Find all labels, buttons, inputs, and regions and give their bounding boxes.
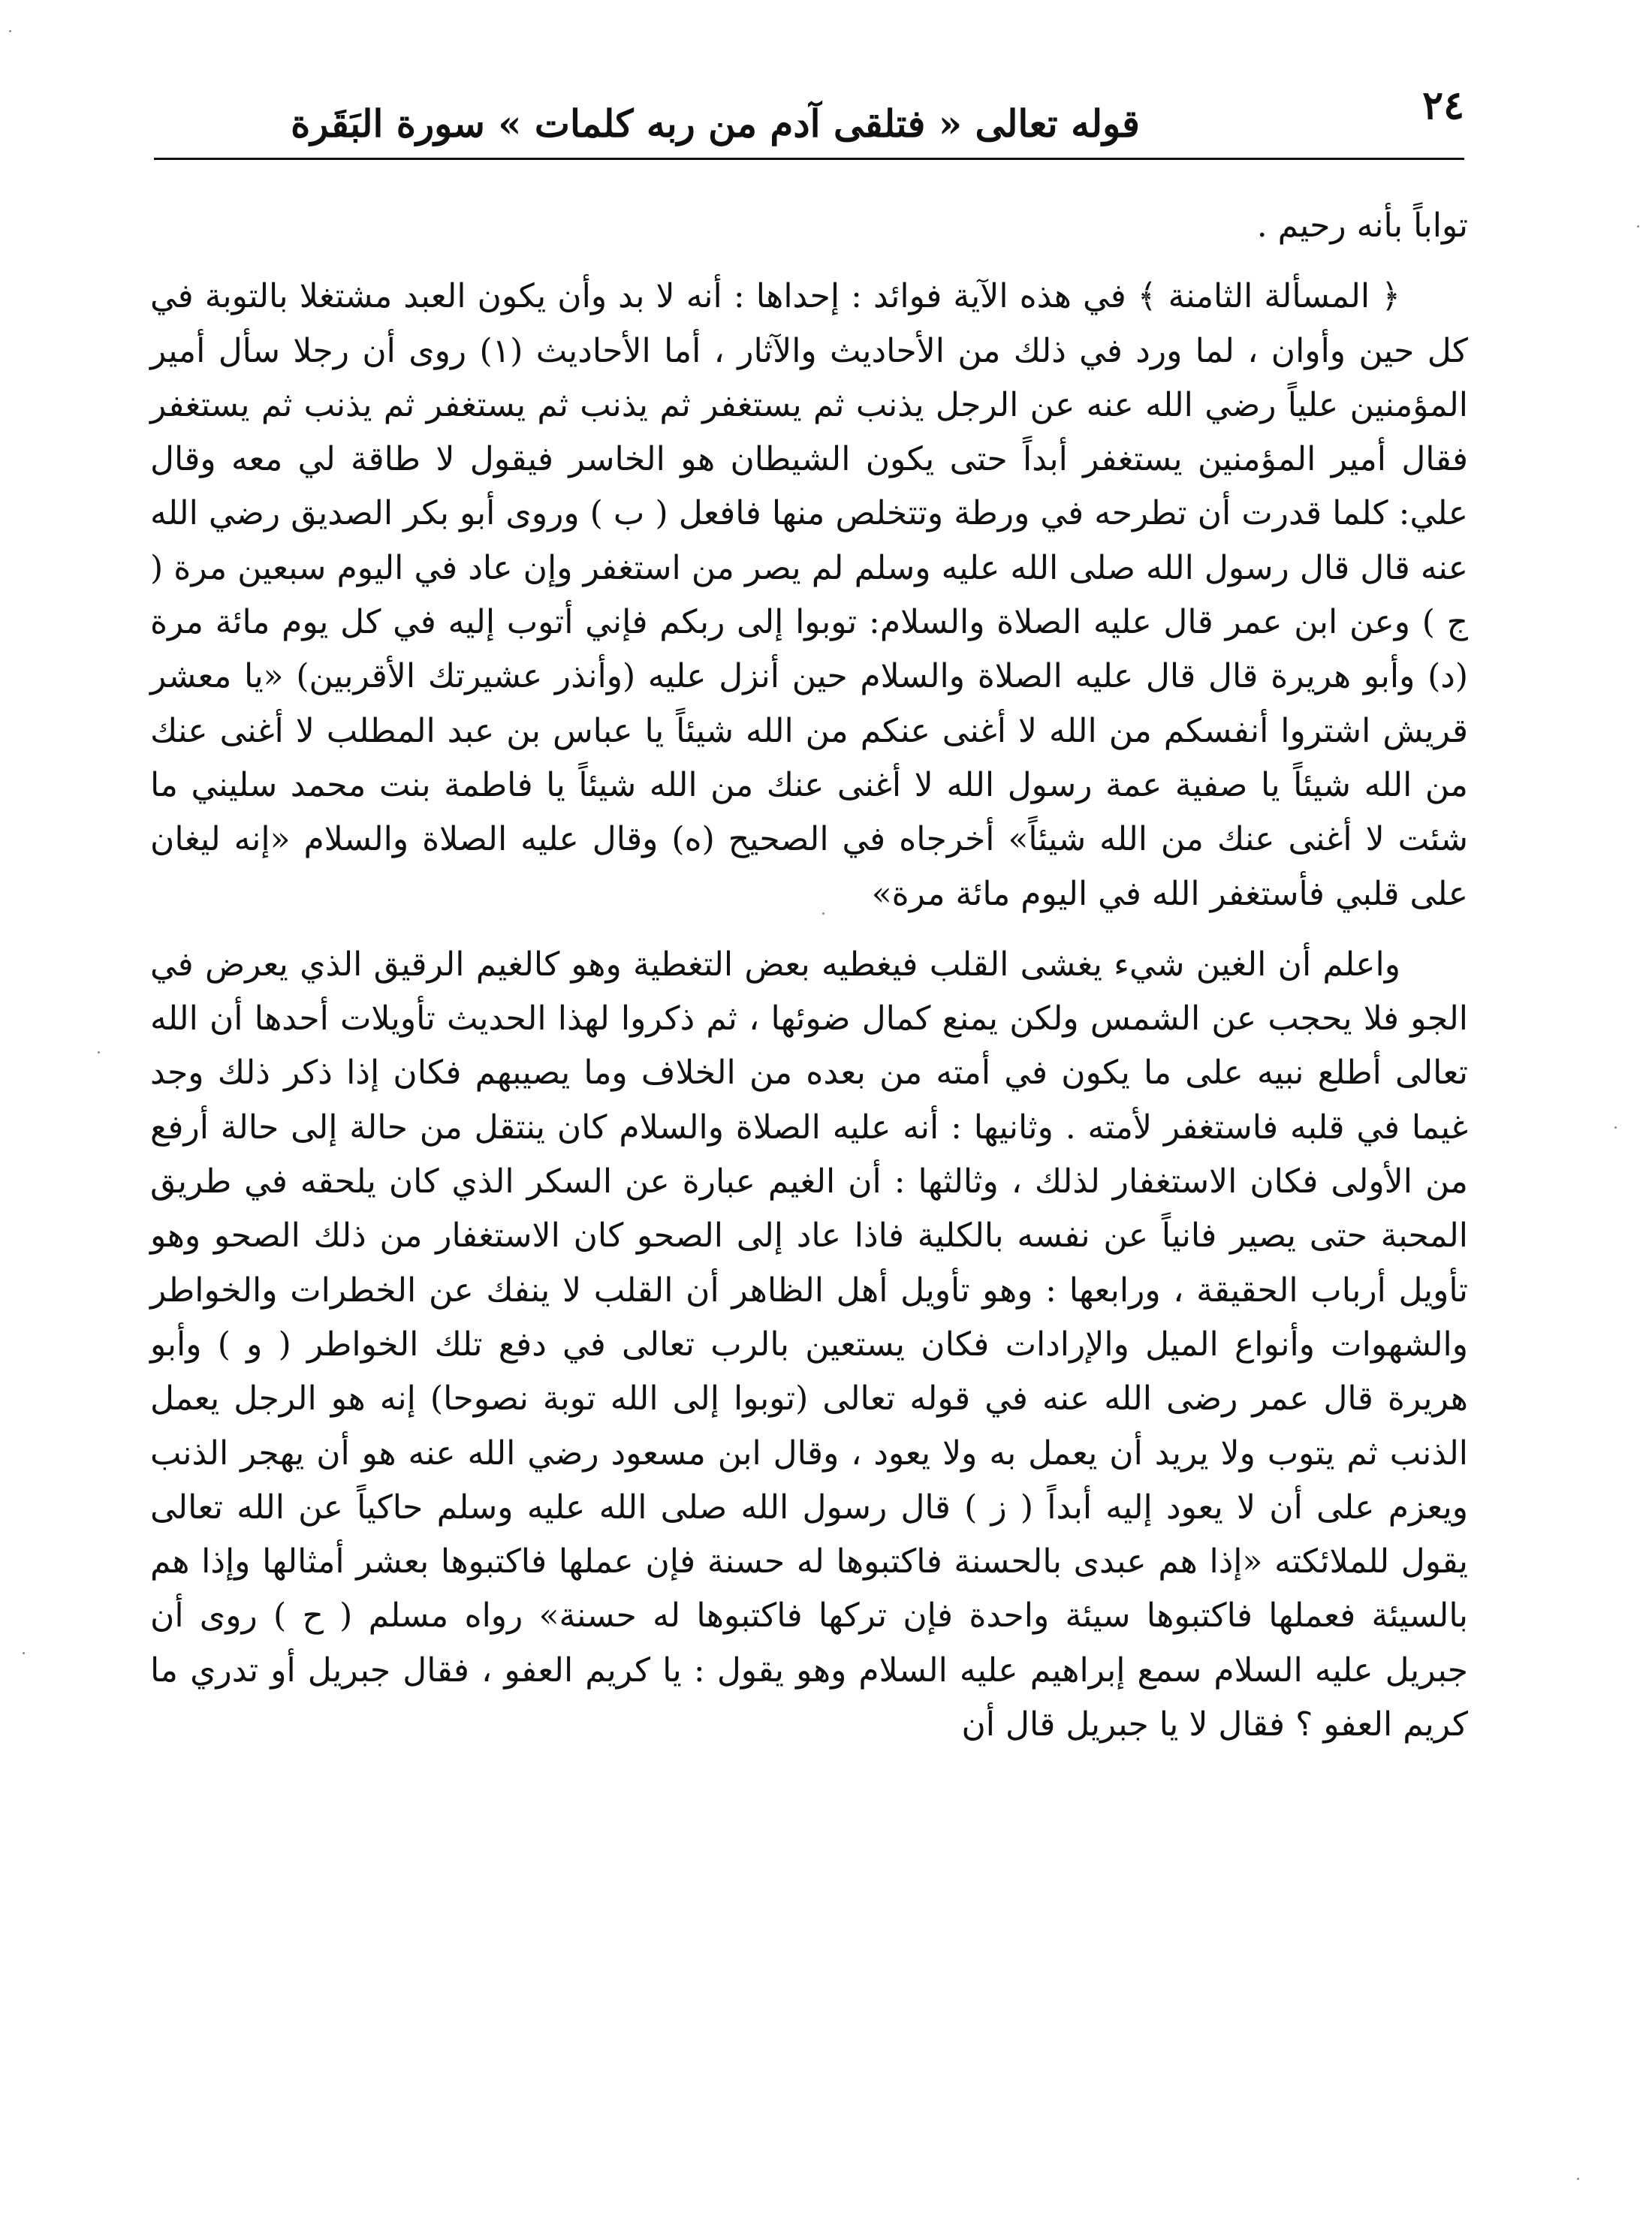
body-text (150, 199, 1468, 1752)
page-number: ٢٤ (1422, 83, 1464, 128)
paragraph-ghayn-explanation: واعلم أن الغين شيء يغشى القلب فيغطيه بعض التغطية وهو كالغيم الرقيق الذي يعرض في الجو فلا يحجب عن الشمس ولكن يمنع كمال ضوئها ، ثم ذكروا لهذا الحديث تأويلات أحدها أن الله تعالى أطلع نبيه على ما يكون في أمته من بعده من الخلاف وما يصيبهم فكان إذا ذكر ذلك وجد غيما في قلبه فاستغفر لأمته . وثانيها : أنه عليه الصلاة والسلام كان ينتقل من حالة إلى حالة أرفع من الأولى فكان الاستغفار لذلك ، وثالثها : أن الغيم عبارة عن السكر الذي كان يلحقه في طريق المحبة حتى يصير فانياً عن نفسه بالكلية فاذا عاد إلى الصحو كان الاستغفار من ذلك الصحو وهو تأويل أرباب الحقيقة ، ورابعها : وهو تأويل أهل الظاهر أن القلب لا ينفك عن الخطرات والخواطر والشهوات وأنواع الميل والإرادات فكان يستعين بالرب تعالى في دفع تلك الخواطر ( و ) وأبو هريرة قال عمر رضى الله عنه في قوله تعالى (توبوا إلى الله توبة نصوحا) إنه هو الرجل يعمل الذنب ثم يتوب ولا يريد أن يعمل به ولا يعود ، وقال ابن مسعود رضي الله عنه هو أن يهجر الذنب ويعزم على أن لا يعود إليه أبداً ( ز ) قال رسول الله صلى الله عليه وسلم حاكياً عن الله تعالى يقول للملائكته «إذا هم عبدى بالحسنة فاكتبوها له حسنة فإن عملها فاكتبوها بعشر أمثالها وإذا هم بالسيئة فعملها فاكتبوها سيئة واحدة فإن تركها فاكتبوها له حسنة» رواه مسلم ( ح ) روى أن جبريل عليه السلام سمع إبراهيم عليه السلام وهو يقول : يا كريم العفو ، فقال جبريل أو تدري ما كريم العفو ؟ فقال لا يا جبريل قال أن (150, 945, 1469, 1744)
paragraph-eighth-issue: ﴿ المسألة الثامنة ﴾ في هذه الآية فوائد : إحداها : أنه لا بد وأن يكون العبد مشتغلا بالتوبة في كل حين وأوان ، لما ورد في ذلك من الأحاديث والآثار ، أما الأحاديث (١) روى أن رجلا سأل أمير المؤمنين علياً رضي الله عنه عن الرجل يذنب ثم يستغفر ثم يذنب ثم يستغفر ثم يذنب ثم يستغفر فقال أمير المؤمنين يستغفر أبداً حتى يكون الشيطان هو الخاسر فيقول لا طاقة لي معه وقال علي: كلما قدرت أن تطرحه في ورطة وتتخلص منها فافعل ( ب ) وروى أبو بكر الصديق رضي الله عنه قال قال رسول الله صلى الله عليه وسلم لم يصر من استغفر وإن عاد في اليوم سبعين مرة ( ج ) وعن ابن عمر قال عليه الصلاة والسلام: توبوا إلى ربكم فإني أتوب إليه في كل يوم مائة مرة (د) وأبو هريرة قال قال عليه الصلاة والسلام حين أنزل عليه (وأنذر عشيرتك الأقربين) «يا معشر قريش اشتروا أنفسكم من الله لا أغنى عنكم من الله شيئاً يا عباس بن عبد المطلب لا أغنى عنك من الله شيئاً يا صفية عمة رسول الله لا أغنى عنك من الله شيئاً يا فاطمة بنت محمد سليني ما شئت لا أغنى عنك من الله شيئاً» أخرجاه في الصحيح (ه) وقال عليه الصلاة والسلام «إنه ليغان على قلبي فأستغفر الله في اليوم مائة مرة» (150, 277, 1468, 913)
header-rule (154, 158, 1464, 160)
running-title: قوله تعالى « فتلقى آدم من ربه كلمات » سورة البَقَرة (291, 101, 1140, 146)
page-header (154, 75, 1464, 146)
paragraph-continuation: تواباً بأنه رحيم . (1256, 207, 1468, 245)
